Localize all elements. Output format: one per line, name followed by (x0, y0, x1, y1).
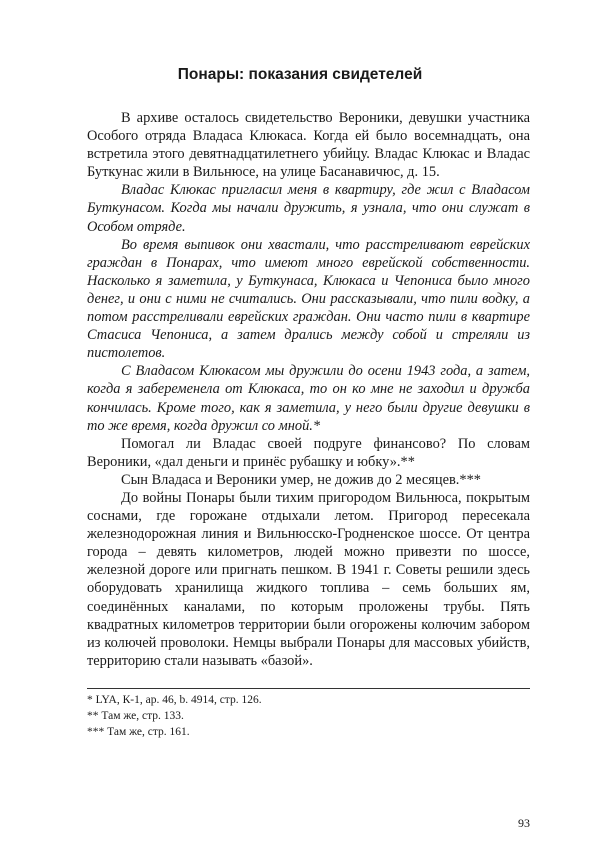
footnote-1: * LYA, К-1, ap. 46, b. 4914, стр. 126. (87, 694, 262, 706)
testimony-paragraph-2: Во время выпивок они хвастали, что расстреливают еврейских граждан в Понарах, что имеют много еврейской собственности. Насколько я заметила, у Буткунаса, Клюкаса и Чепониса было много денег, и они с ними не считались. Они рассказывали, что пили водку, а потом расстреливали еврейских граждан. Они часто пили в квартире Стасиса Чепониса, а затем дрались между собой и стреляли из пистолетов. (87, 236, 530, 362)
paragraph-5: Помогал ли Владас своей подруге финансово? По словам Вероники, «дал деньги и принёс рубашку и юбку».** (87, 435, 530, 470)
footnotes (87, 692, 530, 740)
testimony-paragraph-1: Владас Клюкас пригласил меня в квартиру, где жил с Владасом Буткунасом. Когда мы начали дружить, я узнала, что они служат в Особом отряде. (87, 182, 530, 235)
footnote-3: *** Там же, стр. 161. (87, 726, 190, 738)
page-number: 93 (518, 816, 530, 830)
footnote-divider (87, 688, 530, 689)
paragraph-6: Сын Владаса и Вероники умер, не дожив до 2 месяцев.*** (121, 471, 481, 488)
paragraph-1: В архиве осталось свидетельство Вероники, девушки участника Особого отряда Владаса Клюкаса. Когда ей было восемнадцать, она встретила этого девятнадцатилетнего убийцу. Владас Клюкас и Владас Буткунас жили в Вильнюсе, на улице Басанавичюс, д. 15. (87, 110, 530, 181)
paragraph-7: До войны Понары были тихим пригородом Вильнюса, покрытым соснами, где горожане отдыхали летом. Пригород пересекала железнодорожная линия и Вильнюсско-Гродненское шоссе. От центра города – девять километров, людей можно привезти по шоссе, железной дороге или пригнать пешком. В 1941 г. Советы решили здесь оборудовать хранилища жидкого топлива – семь больших ям, соединённых каналами, по которым проложены трубы. Пять квадратных километров территории были огорожены колючим забором из колючей проволоки. Немцы выбрали Понары для массовых убийств, территорию стали называть «базой». (87, 489, 530, 669)
main-text (87, 109, 530, 670)
page-title: Понары: показания свидетелей (177, 66, 423, 83)
testimony-paragraph-3: С Владасом Клюкасом мы дружили до осени 1943 года, а затем, когда я забеременела от Клюкаса, то он ко мне не заходил и дружба кончилась. Кроме того, как я заметила, у него были другие девушки в то же время, когда дружил со мной.* (87, 363, 530, 434)
footnote-2: ** Там же, стр. 133. (87, 710, 184, 722)
